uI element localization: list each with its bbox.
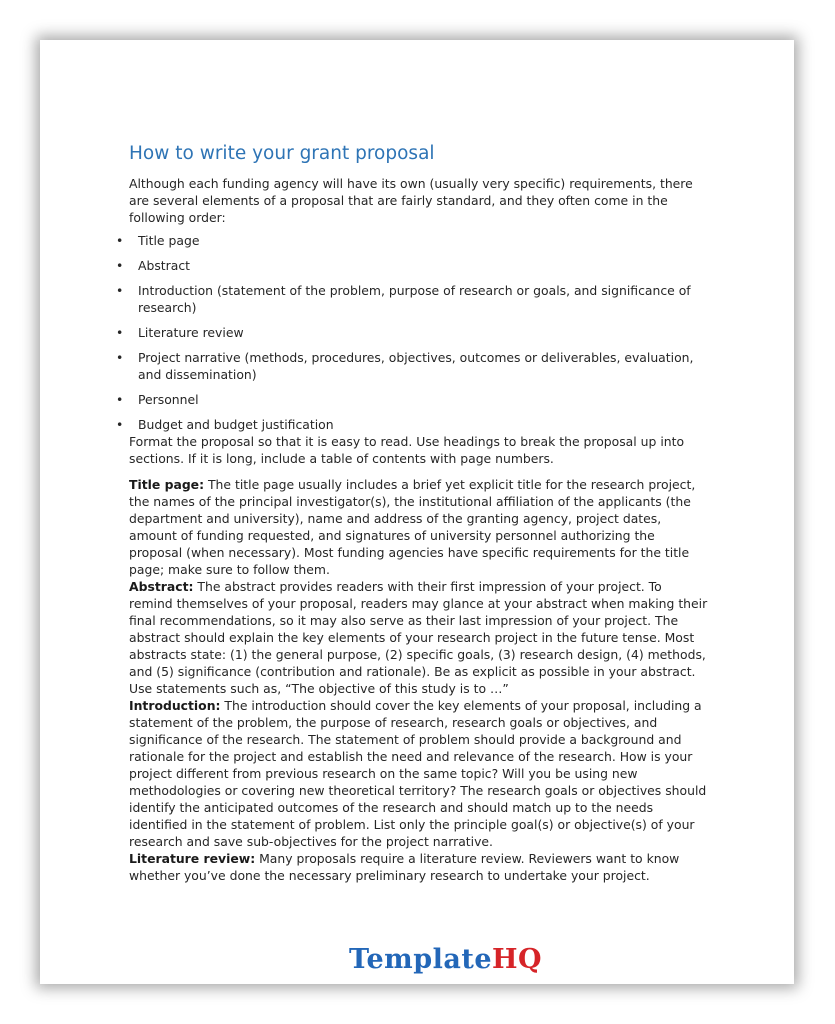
list-item: • Abstract (129, 257, 709, 274)
document-content (129, 141, 709, 884)
section-heading: Title page: (129, 477, 205, 492)
title-page-section (129, 476, 709, 578)
section-text: The title page usually includes a brief yet explicit title for the research project, the names of the principal investigator(s), the institutional affiliation of the applicants (the department and university), name and address of the granting agency, project dates, amount of funding requested, and signatures of university personnel authorizing the proposal (when necessary). Most funding agencies have specific requirements for the title page; make sure to follow them. (129, 477, 696, 577)
list-item: • Personnel (129, 391, 709, 408)
introduction-section (129, 697, 709, 850)
logo-text-hq: HQ (492, 944, 543, 975)
intro-paragraph: Although each funding agency will have its own (usually very specific) requirements, there are several elements of a proposal that are fairly standard, and they often come in the following order: (129, 176, 693, 225)
templatehq-logo (349, 943, 542, 977)
elements-list (129, 232, 709, 433)
list-item: • Literature review (129, 324, 709, 341)
abstract-section (129, 578, 709, 697)
section-text: The introduction should cover the key elements of your proposal, including a statement of the problem, the purpose of research, research goals or objectives, and significance of the research. The statement of problem should provide a background and rationale for the project and establish the need and relevance of the research. How is your project different from previous research on the same topic? Will you be using new methodologies or covering new theoretical territory? The research goals or objectives should identify the anticipated outcomes of the research and should match up to the needs identified in the statement of problem. List only the principle goal(s) or objective(s) of your research and save sub-objectives for the project narrative. (129, 698, 707, 849)
list-item: • Budget and budget justification (129, 416, 709, 433)
logo-text-template: Template (349, 944, 493, 975)
section-text: Many proposals require a literature review. Reviewers want to know whether you’ve done the necessary preliminary research to undertake your project. (129, 851, 680, 883)
section-heading: Abstract: (129, 579, 194, 594)
list-item: • Title page (129, 232, 709, 249)
list-item: • Project narrative (methods, procedures, objectives, outcomes or deliverables, evaluation, and dissemination) (129, 349, 709, 383)
section-heading: Literature review: (129, 851, 256, 866)
document-title: How to write your grant proposal (129, 143, 435, 164)
list-item: • Introduction (statement of the problem, purpose of research or goals, and significance of research) (129, 282, 709, 316)
section-heading: Introduction: (129, 698, 221, 713)
literature-review-section (129, 850, 709, 884)
format-paragraph: Format the proposal so that it is easy to read. Use headings to break the proposal up into sections. If it is long, include a table of contents with page numbers. (129, 434, 685, 466)
document-page (40, 40, 794, 984)
section-text: The abstract provides readers with their first impression of your project. To remind themselves of your proposal, readers may glance at your abstract when making their final recommendations, so it may also serve as their last impression of your project. The abstract should explain the key elements of your research project in the future tense. Most abstracts state: (1) the general purpose, (2) specific goals, (3) research design, (4) methods, and (5) significance (contribution and rationale). Be as explicit as possible in your abstract. Use statements such as, “The objective of this study is to …” (129, 579, 708, 696)
